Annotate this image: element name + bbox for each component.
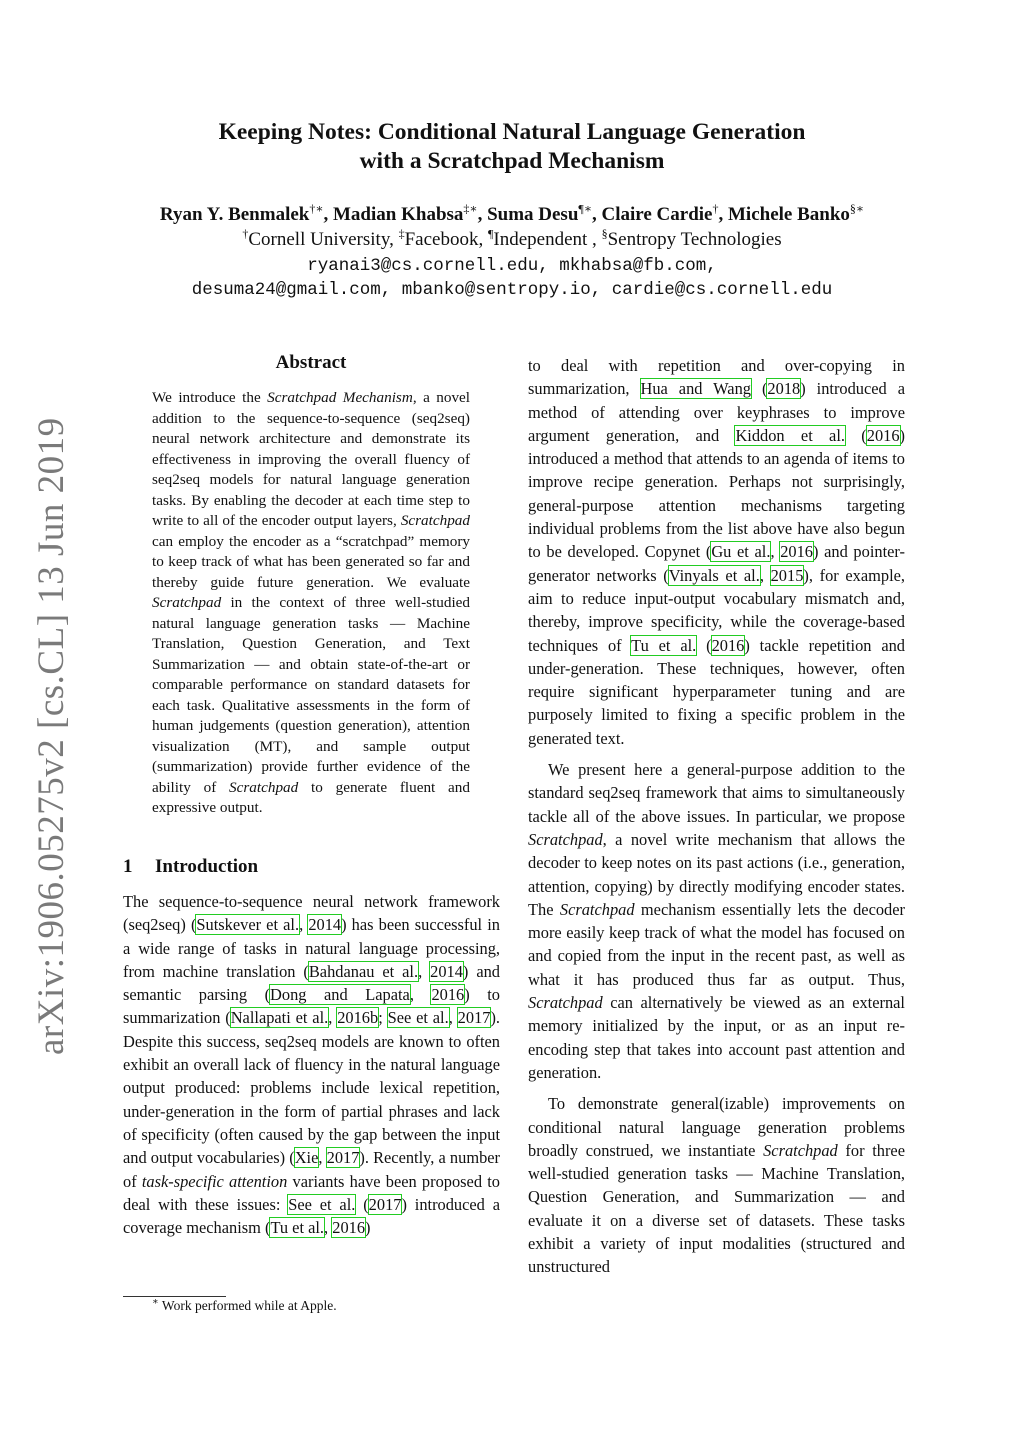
abstract-heading: Abstract xyxy=(275,352,347,373)
author-marks: ¶∗ xyxy=(578,201,592,216)
abstract-emphasis: Scratchpad xyxy=(229,778,299,796)
emphasis-text: task-specific attention xyxy=(141,1171,288,1191)
affil-mark: † xyxy=(242,226,249,241)
intro-paragraph xyxy=(528,354,905,750)
citation-link[interactable]: Nallapati et al. xyxy=(230,1008,329,1028)
text-run: , xyxy=(318,1148,327,1168)
text-run: , xyxy=(448,1008,458,1028)
affil-name: Independent , xyxy=(493,229,597,250)
intro-paragraph xyxy=(528,758,905,1084)
title-line-1: Keeping Notes: Conditional Natural Language Generation xyxy=(218,119,806,145)
abstract-text xyxy=(152,388,470,819)
citation-year-link[interactable]: 2017 xyxy=(368,1194,402,1214)
citation-link[interactable]: Kiddon et al. xyxy=(735,425,845,445)
citation-link[interactable]: Tu et al. xyxy=(631,635,697,655)
text-run: can alternatively be viewed as an external memory initialized by the input, or as an input re-encoding step that takes into account past attention and generation. xyxy=(528,993,905,1082)
citation-link[interactable]: See et al. xyxy=(387,1008,449,1028)
text-run: , xyxy=(759,565,771,585)
text-run: for three well-studied generation tasks — Machine Translation, Question Generation, and Summarization — and evaluate it on a diverse set of datasets. These tasks exhibit a variety of input modalities (structured and unstructured xyxy=(528,1140,905,1277)
affil-name: Cornell University, xyxy=(248,229,394,250)
emails-line-1: ryanai3@cs.cornell.edu, mkhabsa@fb.com, xyxy=(307,256,717,276)
text-run: ; xyxy=(378,1008,388,1028)
citation-year-link[interactable]: 2017 xyxy=(326,1148,360,1168)
text-run: , xyxy=(770,542,781,562)
footnote-text: Work performed while at Apple. xyxy=(158,1298,337,1313)
arxiv-identifier: arXiv:1906.05275v2 [cs.CL] 13 Jun 2019 xyxy=(31,417,72,1055)
right-column-body xyxy=(528,354,905,1287)
text-run: , xyxy=(418,961,431,981)
footnote xyxy=(152,1298,337,1314)
text-run: ). Despite this success, seq2seq models are known to often exhibit an overall lack of fluency in the natural language output produced: problems include lexical repetition, under-generation in the form of partial phrases and lack of specificity (often caused by the gap between the input and output vocabularies) ( xyxy=(123,1008,501,1168)
citation-link[interactable]: See et al. xyxy=(288,1194,356,1214)
citation-link[interactable]: Gu et al. xyxy=(711,542,771,562)
section-number: 1 xyxy=(123,856,133,877)
author-name: Ryan Y. Benmalek xyxy=(159,204,310,225)
abstract-text-part: can employ the encoder as a “scratchpad” memory to keep track of what has been generated so far and thereby guide future generation. We evaluate xyxy=(152,532,470,591)
citation-year-link[interactable]: 2014 xyxy=(430,961,463,981)
abstract-emphasis: Scratchpad Mechanism xyxy=(267,389,413,406)
citation-link[interactable]: Bahdanau et al. xyxy=(308,961,419,981)
citation-year-link[interactable]: 2016 xyxy=(711,635,745,655)
text-run: ). Recently, a number of xyxy=(123,1148,501,1191)
affil-name: Sentropy Technologies xyxy=(607,229,782,250)
text-run: ( xyxy=(750,379,768,399)
text-run: variants have been proposed to deal with these issues: xyxy=(123,1171,500,1214)
citation-link[interactable]: Hua and Wang xyxy=(640,379,751,399)
author-name: Claire Cardie xyxy=(601,204,713,225)
text-run: ) tackle repetition and under-generation. These techniques, however, often require significant hyperparameter tuning and are purposely limited to fixing a specific problem in the generated text. xyxy=(528,635,905,748)
citation-year-link[interactable]: 2016 xyxy=(332,1218,366,1238)
text-run: mechanism essentially lets the decoder more easily keep track of what the model has focused on and copied from the input in the recent past, as well as what it has produced thus far as output. Thus, xyxy=(528,899,905,989)
citation-year-link[interactable]: 2016 xyxy=(780,542,813,562)
text-run: ) introduced a method that attends to an agenda of items to improve recipe generation. Perhaps not surprisingly, general-purpose attention mechanisms targeting individual problems from the list above have also begun to be developed. Copynet ( xyxy=(528,425,905,562)
text-run: ) and semantic parsing ( xyxy=(123,961,500,1005)
footnote-rule xyxy=(123,1296,226,1297)
title-line-2: with a Scratchpad Mechanism xyxy=(359,148,665,174)
citation-year-link[interactable]: 2017 xyxy=(457,1008,491,1028)
affil-mark: ‡ xyxy=(398,226,405,241)
author-list: Ryan Y. Benmalek†∗, Madian Khabsa‡∗, Suma Desu¶∗, Claire Cardie†, Michele Banko§∗ xyxy=(159,201,865,225)
text-run: We present here a general-purpose addition to the standard seq2seq framework that aims to simultaneously tackle all of the above issues. In particular, we propose xyxy=(528,760,905,826)
citation-year-link[interactable]: 2015 xyxy=(770,565,804,585)
abstract-emphasis: Scratchpad xyxy=(152,594,222,611)
abstract-text-part: We introduce the xyxy=(152,389,268,406)
paper-title xyxy=(0,118,1024,176)
affiliations xyxy=(0,228,1024,252)
text-run: ), for example, aim to reduce input-output vocabulary mismatch and, thereby, improve specificity, while the coverage-based techniques of xyxy=(528,565,905,655)
citation-year-link[interactable]: 2016b xyxy=(337,1008,379,1028)
text-run: ) has been successful in a wide range of tasks in natural language processing, from machine translation ( xyxy=(123,915,500,981)
abstract-text-part: to generate fluent and expressive output. xyxy=(152,778,470,816)
abstract-text-part: , a novel addition to the sequence-to-sequence (seq2seq) neural network architecture and demonstrate its effectiveness in improving the overall fluency of seq2seq models for natural language generation tasks. By enabling the decoder at each time step to write to all of the encoder output layers, xyxy=(152,389,471,529)
text-run: , xyxy=(299,915,309,935)
text-run: ( xyxy=(696,635,712,655)
text-run: , a novel write mechanism that allows the decoder to keep notes on its past actions (i.e., generation, attention, copying) by directly modifying encoder states. The xyxy=(528,829,905,919)
affil-name: Facebook, xyxy=(404,229,484,250)
text-run: ) xyxy=(365,1218,371,1238)
intro-paragraph xyxy=(528,1092,905,1278)
text-run: ) introduced a method of attending over keyphrases to improve argument generation, and xyxy=(528,379,905,445)
author-marks: † xyxy=(712,201,719,216)
section-heading xyxy=(123,856,258,878)
text-run: ( xyxy=(355,1194,369,1214)
abstract-emphasis: Scratchpad xyxy=(400,512,470,529)
intro-paragraph xyxy=(123,890,500,1239)
author-name: Michele Banko xyxy=(727,204,850,225)
author-marks: ‡∗ xyxy=(463,201,478,216)
citation-link[interactable]: Dong and Lapata xyxy=(270,985,410,1005)
text-run: , xyxy=(324,1218,333,1238)
citation-year-link[interactable]: 2016 xyxy=(431,985,465,1005)
affil-mark: ¶ xyxy=(487,226,494,241)
citation-link[interactable]: Vinyals et al. xyxy=(668,565,760,585)
author-emails xyxy=(0,254,1024,302)
author-name: Madian Khabsa xyxy=(333,204,464,225)
text-run: , xyxy=(409,985,432,1005)
text-run: to deal with repetition and over-copying in summarization, xyxy=(528,356,905,399)
emphasis-text: Scratchpad xyxy=(763,1140,838,1160)
footnote-mark: ∗ xyxy=(152,1296,159,1308)
left-column-body xyxy=(123,890,500,1247)
emphasis-text: Scratchpad xyxy=(528,829,603,849)
emails-line-2: desuma24@gmail.com, mbanko@sentropy.io, cardie@cs.cornell.edu xyxy=(191,280,833,300)
emphasis-text: Scratchpad xyxy=(559,899,635,919)
citation-year-link[interactable]: 2018 xyxy=(767,379,801,399)
author-marks: †∗ xyxy=(309,201,324,216)
text-run: To demonstrate general(izable) improvements on conditional natural language generation problems broadly construed, we instantiate xyxy=(528,1094,905,1160)
text-run: The sequence-to-sequence neural network framework (seq2seq) ( xyxy=(123,892,500,935)
text-run: ( xyxy=(844,425,867,445)
citation-link[interactable]: Xie xyxy=(294,1148,319,1168)
text-run: , xyxy=(328,1008,338,1028)
author-name: Suma Desu xyxy=(487,204,579,225)
citation-link[interactable]: Sutskever et al. xyxy=(196,915,300,935)
abstract-text-part: in the context of three well-studied natural language generation tasks — Machine Translation, Question Generation, and Text Summarization — and obtain state-of-the-art or comparable performance on standard datasets for each task. Qualitative assessments in the form of human judgements (question generation), attention visualization (MT), and sample output (summarization) provide further evidence of the ability of xyxy=(152,594,470,796)
citation-link[interactable]: Tu et al. xyxy=(270,1218,325,1238)
affil-mark: § xyxy=(601,226,608,241)
citation-year-link[interactable]: 2016 xyxy=(866,425,900,445)
text-run: ) introduced a coverage mechanism ( xyxy=(123,1194,500,1238)
author-marks: §∗ xyxy=(849,201,865,216)
emphasis-text: Scratchpad xyxy=(528,993,603,1013)
text-run: ) and pointer-generator networks ( xyxy=(528,542,905,585)
citation-year-link[interactable]: 2014 xyxy=(308,915,342,935)
section-title: Introduction xyxy=(155,856,259,877)
text-run: ) to summarization ( xyxy=(123,985,500,1028)
